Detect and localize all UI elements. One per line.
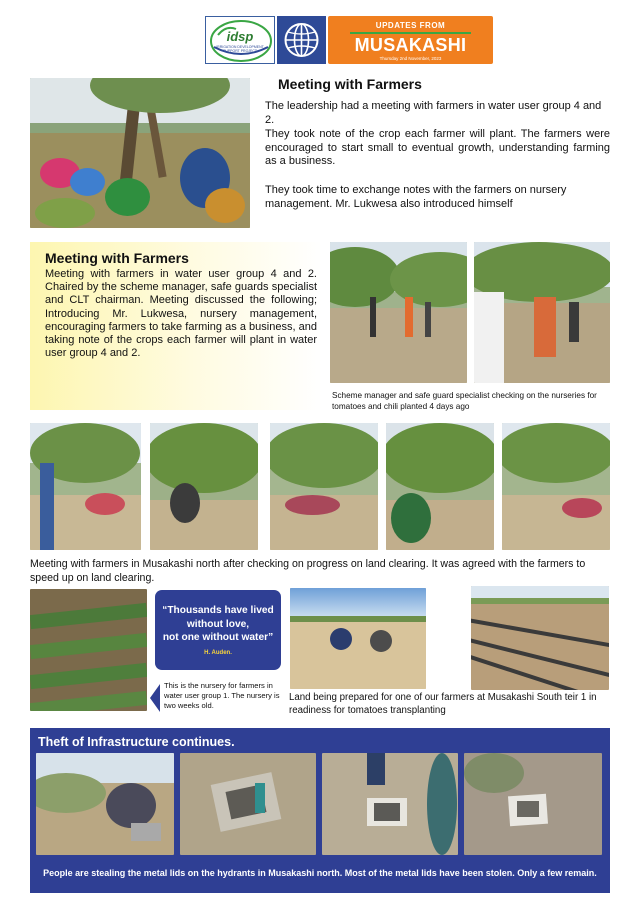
nursery-checking-caption: Scheme manager and safe guard specialist checking on the nurseries for tomatoes and chili planted 4 days ago [332, 391, 597, 411]
updates-banner [328, 16, 493, 64]
section2-body: Meeting with farmers in water user group 4 and 2. Chaired by the scheme manager, safe guards specialist and CLT chairman. Meeting discussed the following; Introducing Mr. Lukwesa, nursery management, encouraging farmers to take farming as a business, and taking note of the crops each farmer will plant in water user group 4 and 2. [45, 268, 317, 360]
photo-theft-3 [322, 753, 458, 855]
caption-pointer-icon [150, 684, 160, 712]
updates-label: UPDATES FROM [375, 21, 446, 30]
logo-subtext: IRRIGATION DEVELOPMENT SUPPORT PROJECT [216, 45, 264, 53]
theft-caption: People are stealing the metal lids on the hydrants in Musakashi north. Most of the metal lids have been stolen. Only a few remain. [43, 868, 597, 878]
photo-drip-lines [471, 586, 609, 690]
photo-theft-4 [464, 753, 602, 855]
updates-title: MUSAKASHI [354, 35, 467, 55]
quote-line-1: “Thousands have lived [162, 605, 274, 616]
photo-nursery-checking-2 [474, 242, 610, 383]
idsp-logo [205, 16, 275, 64]
nursery-two-weeks-caption: This is the nursery for farmers in water user group 1. The nursery is two weeks old. [164, 681, 280, 710]
section1-title: Meeting with Farmers [278, 76, 422, 92]
section2-title: Meeting with Farmers [45, 250, 189, 266]
quote-author: H. Auden. [204, 650, 232, 656]
section1-paragraph-3: They took time to exchange notes with the farmers on nursery management. Mr. Lukwesa also introduced himself [265, 184, 567, 210]
theft-title: Theft of Infrastructure continues. [38, 735, 235, 749]
updates-divider [350, 32, 471, 34]
photo-land-clearing-5 [502, 423, 610, 550]
section1-paragraph-1: The leadership had a meeting with farmers in water user group 4 and 2. [265, 100, 602, 126]
photo-land-clearing-2 [150, 423, 258, 550]
theft-panel [30, 728, 610, 893]
land-preparation-caption: Land being prepared for one of our farmers at Musakashi South teir 1 in readiness for tomatoes transplanting [289, 692, 597, 716]
quote-text [159, 604, 277, 645]
photo-land-clearing-4 [386, 423, 494, 550]
photo-nursery-two-weeks [30, 589, 147, 711]
world-bank-logo [277, 16, 326, 64]
quote-line-2: without love, [186, 618, 250, 630]
land-clearing-caption: Meeting with farmers in Musakashi north after checking on progress on land clearing. It was agreed with the farmers to speed up on land clearing. [30, 558, 586, 584]
world-bank-globe-icon [278, 17, 325, 63]
photo-land-preparation [290, 588, 426, 689]
meeting-summary-panel [30, 242, 322, 410]
photo-land-clearing-1 [30, 423, 141, 550]
section1-paragraph-2: They took note of the crop each farmer will plant. The farmers were encouraged to start small to eventual growth, understanding farming as a business. [265, 128, 610, 167]
photo-nursery-checking-1 [330, 242, 467, 383]
logo-text: idsp [226, 29, 254, 44]
updates-date: Thursday 2nd November, 2023 [379, 56, 442, 61]
quote-line-3: not one without water” [162, 632, 274, 643]
water-quote-box [155, 590, 281, 670]
photo-theft-2 [180, 753, 316, 855]
photo-theft-1 [36, 753, 174, 855]
photo-land-clearing-3 [270, 423, 378, 550]
photo-farmers-meeting-tree [30, 78, 250, 228]
